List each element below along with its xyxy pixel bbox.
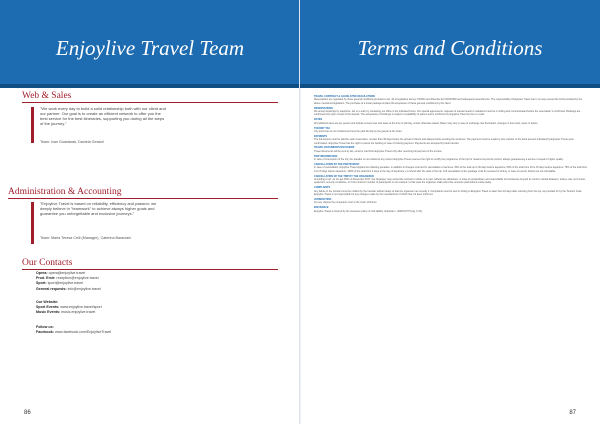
terms-heading: RESERVATIONS [314, 106, 333, 110]
contact-line[interactable]: Sport: sport@enjoylive.travel [36, 281, 84, 286]
terms-text: Any failure in the contract must be notified by the traveller without delay so that the organiser can remedy it. Complaints must be sent in writing to Enjoylive Travel no later than 10 days after returning from the trip, as provided for by the Tourism Code. Enjoylive Travel is not responsible for any changes made by the manufacturer of which has not been informed. [314, 189, 583, 196]
terms-text: In case of interruption of the trip, the traveller is not entitled to any refund. Enjoylive Travel reserves the right to modify the programme of the trip for reasons beyond its control, always guaranteeing a service of equal or higher quality. [314, 158, 564, 162]
follow-line[interactable]: Facebook: www.facebook.com/EnjoyliveTravel [36, 330, 112, 335]
terms-heading: COMPLAINTS [314, 186, 331, 190]
terms-heading: TRIP INFORMATION [314, 154, 338, 158]
terms-heading: INSURANCE [314, 206, 329, 210]
terms-heading: JURISDICTION [314, 197, 332, 201]
contact-line[interactable]: Opera: opera@enjoylive.travel [36, 271, 86, 275]
left-header-banner [0, 0, 300, 88]
web-sales-team: Team: Ivan Guastarak, Daniela Gessini [40, 140, 104, 144]
terms-section [314, 95, 588, 105]
admin-accounting-quote: "Enjoylive Travel is based on reliability, efficiency and passion: we deeply believe in "teamwork" to achieve always higher goals and guarantee you unforgettable and exclusive journeys." [40, 201, 157, 217]
terms-heading: TRAVEL CONTRACT & LEGISLATIVE REGULATIONS [314, 95, 376, 98]
page-title: Enjoylive Travel Team [55, 36, 245, 60]
header-divider [300, 84, 600, 88]
terms-heading: TRAVEL DOCUMENTS/VOUCHERS [314, 146, 355, 150]
website-line[interactable]: Sport Events: www.enjoylive.travel/sport [36, 305, 102, 310]
terms-heading: CANCELLATION BY THE PARTICIPANT [314, 163, 360, 166]
right-header-banner [300, 0, 600, 88]
terms-section [314, 175, 588, 185]
terms-section [314, 118, 588, 125]
terms-heading: PAYMENTS [314, 134, 328, 138]
page-number-right: 87 [569, 410, 576, 416]
page-number-left: 86 [24, 410, 31, 416]
terms-heading: RATES [314, 118, 323, 122]
terms-section [314, 163, 588, 173]
web-sales-quote: "We work every day to build a solid relationship both with our client and our partner. Our goal is to create an efficient network to offer you the best service for the best itineraries, supporting you during all the steps of the journey." [40, 106, 166, 127]
terms-section [314, 186, 588, 196]
terms-section [314, 135, 588, 145]
terms-text: All published rates are per person and include service fees and taxes at the time of printing, unless otherwise stated. Rates may vary in case of exchange rate fluctuation, changes in fuel costs, taxes or duties. [314, 121, 539, 125]
terms-heading: TOURIST TAX [314, 126, 331, 130]
contacts-divider [22, 269, 278, 270]
terms-text: For any dispute the competent court is the Court of Rimini. [314, 201, 377, 205]
terms-text: Reservations are regulated by these general conditions pursuant to art. 32 of legislative decree 79/2011 and Directive EU 2015/2302 and subsequent amendments. The responsibility of Enjoylive Travel can in no way exceed the limits provided by the above mentioned legislation. The purchase of a travel package implies full acceptance of these general conditions by the client. [314, 98, 583, 105]
terms-text: City tourist tax is not included and must be paid directly by the guests at the hotel. [314, 129, 403, 133]
terms-text: Travel documents will be sent by fax, email or mail from Enjoylive Travel only after receiving full payment of the invoice. [314, 149, 443, 153]
terms-heading: CANCELLATION OF THE TRIP BY THE ORGANIZER [314, 174, 374, 178]
terms-section [314, 155, 588, 162]
admin-accounting-title: Administration & Accounting [8, 187, 122, 197]
admin-accounting-quote-bar [31, 202, 34, 244]
header-divider [0, 84, 300, 88]
web-sales-divider [22, 102, 278, 103]
terms-section [314, 198, 588, 205]
page-title: Terms and Conditions [357, 36, 543, 60]
terms-text: We accept bookings by telephone, fax or e-mail, by contacting our office in the indicated hours. Our special agreements, requests of special needs or variations must be in writing and communicated before the reservation is confirmed. Bookings are confirmed only upon receipt of the deposit. The acceptance of bookings is subject to availability of places and is confirmed by Enjoylive Travel by fax or e-mail. [314, 109, 581, 117]
web-sales-quote-bar [31, 107, 34, 143]
contacts-follow-list [36, 325, 111, 335]
terms-section [314, 127, 588, 134]
contact-line[interactable]: General requests: info@enjoylive.travel [36, 286, 101, 291]
website-line[interactable]: Music Events: music.enjoylive.travel [36, 310, 96, 315]
admin-accounting-team: Team: Maria Teresa Celli (Manager), Caterina Baraciani [40, 236, 131, 240]
contacts-title: Our Contacts [22, 258, 73, 268]
terms-text: According to art. 41 of Law 20/11 of December 2017, the Organiser may cancel the contract in whole or in part, without any allowance, in case of extraordinary and unavoidable circumstances beyond its control, natural disasters, strikes, war, civil unrest, epidemics, security conditions, or if the minimum number of participants is not reached. In that case the organiser shall refund the amounts paid without undue delay. [314, 177, 586, 185]
terms-section [314, 107, 588, 117]
contact-line[interactable]: Prod. Emir: rezeption@enjoylive.travel [36, 276, 99, 281]
contacts-website-list [36, 300, 102, 316]
follow-heading: Follow us: [36, 325, 54, 329]
right-page [300, 0, 600, 424]
websites-heading: Our Website: [36, 300, 59, 304]
terms-text: The full amount must be paid for each reservation, no later than 30 days before the arrival of clients and always before sending the vouchers. The payment must be made by wire transfer to the bank account indicated by Enjoylive Travel upon confirmation. Enjoylive Travel has the right to cancel the booking in case of missing payment. Payments are accepted by bank transfer. [314, 138, 574, 145]
terms-body [314, 95, 588, 214]
web-sales-title: Web & Sales [22, 91, 72, 101]
terms-section [314, 146, 588, 153]
admin-accounting-divider [8, 198, 278, 199]
terms-text: Enjoylive Travel is insured by the insurance policy of civil liability Unipolsai n. 4006/41/779 (ag. 6 23). [314, 209, 423, 213]
terms-section [314, 206, 588, 213]
contacts-email-list [36, 271, 101, 292]
terms-text: In case of cancellation, Enjoylive Travel applies the following penalties, in addition to charges incurred for cancellation of services: 30% of the total up to 30 days before departure; 50% of the total from 29 to 15 days before departure; 75% of the total from 14 to 5 days before departure; 100% of the total from 4 days to the day of departure; no refund after the start of the trip. Full cancellation of the package must be received in writing. In case of events, tickets are not refundable. [314, 166, 588, 173]
